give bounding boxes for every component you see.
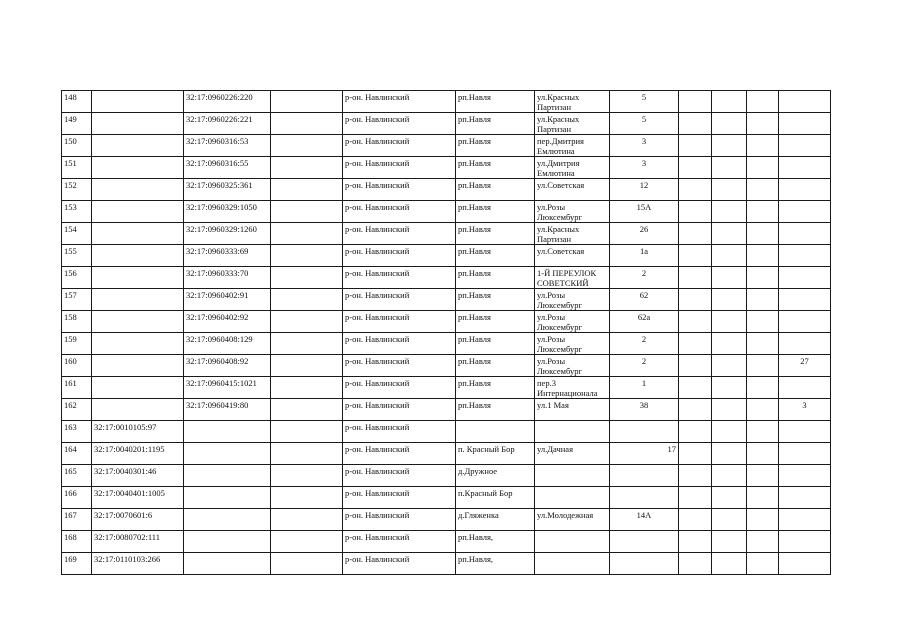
cell-extra-4 [779,113,831,135]
cell-extra-3 [747,311,779,333]
cell-row-number: 157 [62,289,92,311]
cell-street [535,465,610,487]
cell-cadastral-number-b: 32:17:0960408:129 [184,333,271,355]
table-row [62,113,831,135]
cell-street [535,531,610,553]
cell-empty [271,179,343,201]
cell-house-number [610,465,679,487]
cell-house-number: 2 [610,355,679,377]
cell-district: р-он. Навлинский [343,289,456,311]
cell-street: ул.Красных Партизан [535,223,610,245]
cell-settlement: рп.Навля [456,311,535,333]
table-row [62,421,831,443]
cell-row-number: 151 [62,157,92,179]
cell-extra-1 [679,465,712,487]
cell-district: р-он. Навлинский [343,157,456,179]
table-row [62,157,831,179]
cell-settlement: рп.Навля [456,245,535,267]
cell-house-number: 14А [610,509,679,531]
cell-house-number: 15А [610,201,679,223]
cell-empty [271,267,343,289]
cell-row-number: 168 [62,531,92,553]
cell-extra-3 [747,487,779,509]
cell-district: р-он. Навлинский [343,443,456,465]
cell-extra-2 [712,333,747,355]
cell-cadastral-number-a [92,223,184,245]
cell-house-number [610,553,679,575]
cell-row-number: 166 [62,487,92,509]
cell-cadastral-number-b [184,509,271,531]
cell-district: р-он. Навлинский [343,311,456,333]
cell-cadastral-number-a [92,201,184,223]
cell-extra-4 [779,201,831,223]
cell-settlement: рп.Навля, [456,553,535,575]
cell-street: ул.Розы Люксембург [535,289,610,311]
cell-extra-1 [679,333,712,355]
table-row [62,399,831,421]
cell-cadastral-number-a [92,135,184,157]
cell-cadastral-number-a [92,113,184,135]
cell-cadastral-number-a [92,267,184,289]
table-row [62,245,831,267]
cell-extra-3 [747,289,779,311]
registry-table [61,90,831,575]
cell-street: ул.Советская [535,245,610,267]
cell-settlement: рп.Навля [456,377,535,399]
cell-extra-4 [779,421,831,443]
cell-extra-2 [712,113,747,135]
cell-row-number: 149 [62,113,92,135]
cell-district: р-он. Навлинский [343,135,456,157]
cell-district: р-он. Навлинский [343,179,456,201]
cell-settlement: рп.Навля [456,135,535,157]
table-row [62,135,831,157]
cell-district: р-он. Навлинский [343,267,456,289]
cell-extra-3 [747,201,779,223]
cell-house-number [610,421,679,443]
cell-street: 1-Й ПЕРЕУЛОК СОВЕТСКИЙ [535,267,610,289]
cell-extra-4 [779,333,831,355]
cell-house-number: 12 [610,179,679,201]
cell-cadastral-number-a [92,377,184,399]
table-row [62,223,831,245]
cell-extra-3 [747,465,779,487]
cell-cadastral-number-a [92,245,184,267]
cell-house-number: 5 [610,91,679,113]
cell-house-number: 62а [610,311,679,333]
cell-extra-3 [747,267,779,289]
cell-empty [271,333,343,355]
cell-street [535,553,610,575]
cell-street: ул.Дачная [535,443,610,465]
cell-extra-2 [712,487,747,509]
cell-extra-3 [747,377,779,399]
cell-cadastral-number-b: 32:17:0960333:69 [184,245,271,267]
table-row [62,333,831,355]
cell-cadastral-number-b: 32:17:0960226:221 [184,113,271,135]
cell-row-number: 156 [62,267,92,289]
cell-street: ул.1 Мая [535,399,610,421]
cell-cadastral-number-a: 32:17:0040401:1005 [92,487,184,509]
cell-extra-3 [747,135,779,157]
cell-cadastral-number-a: 32:17:0110103:266 [92,553,184,575]
cell-empty [271,311,343,333]
cell-cadastral-number-a [92,179,184,201]
cell-extra-1 [679,245,712,267]
cell-extra-3 [747,553,779,575]
table-row [62,311,831,333]
cell-street: ул.Розы Люксембург [535,201,610,223]
cell-extra-1 [679,355,712,377]
cell-empty [271,289,343,311]
cell-district: р-он. Навлинский [343,421,456,443]
cell-row-number: 163 [62,421,92,443]
cell-empty [271,135,343,157]
cell-extra-3 [747,421,779,443]
cell-row-number: 150 [62,135,92,157]
cell-house-number: 3 [610,135,679,157]
cell-empty [271,553,343,575]
cell-extra-2 [712,201,747,223]
cell-cadastral-number-b [184,487,271,509]
cell-extra-4 [779,179,831,201]
cell-settlement: рп.Навля [456,267,535,289]
cell-cadastral-number-b [184,443,271,465]
cell-settlement: рп.Навля [456,355,535,377]
table-row [62,531,831,553]
cell-cadastral-number-a: 32:17:0010105:97 [92,421,184,443]
cell-extra-3 [747,245,779,267]
cell-district: р-он. Навлинский [343,509,456,531]
cell-settlement: рп.Навля [456,333,535,355]
cell-house-number: 1 [610,377,679,399]
cell-extra-2 [712,531,747,553]
cell-extra-1 [679,179,712,201]
cell-extra-4: 3 [779,399,831,421]
cell-extra-1 [679,201,712,223]
cell-cadastral-number-a: 32:17:0040201:1195 [92,443,184,465]
cell-house-number: 2 [610,267,679,289]
cell-cadastral-number-b: 32:17:0960415:1021 [184,377,271,399]
cell-extra-4 [779,289,831,311]
cell-empty [271,487,343,509]
cell-settlement: рп.Навля [456,223,535,245]
cell-cadastral-number-a: 32:17:0070601:6 [92,509,184,531]
cell-extra-2 [712,135,747,157]
cell-extra-3 [747,223,779,245]
cell-cadastral-number-a [92,311,184,333]
cell-extra-1 [679,289,712,311]
cell-row-number: 159 [62,333,92,355]
cell-extra-4 [779,487,831,509]
cell-empty [271,465,343,487]
cell-row-number: 164 [62,443,92,465]
cell-extra-2 [712,377,747,399]
cell-extra-1 [679,267,712,289]
cell-empty [271,113,343,135]
cell-row-number: 158 [62,311,92,333]
cell-district: р-он. Навлинский [343,201,456,223]
cell-cadastral-number-a [92,333,184,355]
cell-extra-3 [747,179,779,201]
cell-house-number: 62 [610,289,679,311]
cell-district: р-он. Навлинский [343,355,456,377]
cell-extra-1 [679,377,712,399]
cell-extra-1 [679,509,712,531]
cell-extra-3 [747,531,779,553]
cell-extra-1 [679,223,712,245]
table-row [62,355,831,377]
cell-empty [271,509,343,531]
cell-extra-2 [712,289,747,311]
cell-extra-2 [712,355,747,377]
cell-empty [271,421,343,443]
cell-cadastral-number-b: 32:17:0960408:92 [184,355,271,377]
cell-row-number: 167 [62,509,92,531]
table-row [62,509,831,531]
cell-settlement: д.Гляженка [456,509,535,531]
cell-district: р-он. Навлинский [343,465,456,487]
cell-cadastral-number-b [184,531,271,553]
cell-extra-3 [747,443,779,465]
cell-row-number: 160 [62,355,92,377]
cell-cadastral-number-b: 32:17:0960316:55 [184,157,271,179]
cell-extra-2 [712,311,747,333]
cell-row-number: 162 [62,399,92,421]
cell-extra-1 [679,113,712,135]
cell-street: ул.Розы Люксембург [535,311,610,333]
cell-district: р-он. Навлинский [343,531,456,553]
cell-empty [271,443,343,465]
cell-empty [271,201,343,223]
cell-settlement: п.Красный Бор [456,487,535,509]
cell-house-number: 38 [610,399,679,421]
cell-district: р-он. Навлинский [343,333,456,355]
cell-extra-4 [779,531,831,553]
cell-district: р-он. Навлинский [343,553,456,575]
cell-cadastral-number-a: 32:17:0080702:111 [92,531,184,553]
cell-extra-1 [679,399,712,421]
cell-extra-2 [712,509,747,531]
cell-house-number: 5 [610,113,679,135]
cell-settlement: рп.Навля [456,399,535,421]
cell-extra-2 [712,421,747,443]
cell-cadastral-number-b: 32:17:0960226:220 [184,91,271,113]
cell-cadastral-number-b [184,421,271,443]
cell-extra-1 [679,91,712,113]
cell-settlement: рп.Навля [456,201,535,223]
cell-cadastral-number-a [92,91,184,113]
cell-empty [271,223,343,245]
cell-extra-4 [779,465,831,487]
cell-house-number [610,531,679,553]
cell-extra-3 [747,91,779,113]
cell-street: ул.Красных Партизан [535,91,610,113]
cell-extra-4 [779,377,831,399]
cell-extra-4 [779,223,831,245]
cell-extra-4 [779,91,831,113]
table-row [62,443,831,465]
cell-street: пер.3 Интернационала [535,377,610,399]
cell-settlement: рп.Навля [456,179,535,201]
cell-cadastral-number-b [184,553,271,575]
cell-district: р-он. Навлинский [343,113,456,135]
cell-street: ул.Советская [535,179,610,201]
cell-cadastral-number-a [92,157,184,179]
cell-empty [271,377,343,399]
cell-extra-4: 27 [779,355,831,377]
cell-extra-2 [712,465,747,487]
cell-cadastral-number-b: 32:17:0960329:1260 [184,223,271,245]
cell-cadastral-number-b: 32:17:0960402:92 [184,311,271,333]
cell-extra-2 [712,443,747,465]
cell-cadastral-number-b [184,465,271,487]
cell-extra-3 [747,157,779,179]
cell-empty [271,531,343,553]
cell-extra-4 [779,267,831,289]
cell-extra-3 [747,355,779,377]
cell-street: ул.Красных Партизан [535,113,610,135]
cell-extra-1 [679,487,712,509]
cell-settlement: рп.Навля [456,289,535,311]
cell-extra-2 [712,553,747,575]
cell-extra-2 [712,91,747,113]
cell-street [535,487,610,509]
cell-extra-1 [679,157,712,179]
cell-settlement [456,421,535,443]
cell-extra-3 [747,333,779,355]
cell-cadastral-number-a: 32:17:0040301:46 [92,465,184,487]
cell-empty [271,355,343,377]
table-row [62,553,831,575]
cell-street: пер.Дмитрия Емлютина [535,135,610,157]
cell-street: ул.Молодежная [535,509,610,531]
cell-empty [271,91,343,113]
cell-house-number: 26 [610,223,679,245]
cell-extra-4 [779,443,831,465]
cell-settlement: рп.Навля [456,91,535,113]
cell-row-number: 154 [62,223,92,245]
cell-cadastral-number-b: 32:17:0960333:70 [184,267,271,289]
cell-extra-2 [712,157,747,179]
cell-cadastral-number-a [92,289,184,311]
table-row [62,267,831,289]
cell-house-number: 2 [610,333,679,355]
cell-extra-4 [779,509,831,531]
cell-extra-2 [712,245,747,267]
cell-extra-4 [779,135,831,157]
cell-cadastral-number-b: 32:17:0960325:361 [184,179,271,201]
cell-district: р-он. Навлинский [343,91,456,113]
cell-settlement: рп.Навля [456,157,535,179]
cell-empty [271,245,343,267]
table-row [62,377,831,399]
cell-row-number: 153 [62,201,92,223]
cell-house-number: 17 [610,443,679,465]
cell-extra-2 [712,267,747,289]
cell-cadastral-number-b: 32:17:0960316:53 [184,135,271,157]
cell-cadastral-number-b: 32:17:0960419:80 [184,399,271,421]
cell-extra-1 [679,443,712,465]
cell-cadastral-number-b: 32:17:0960402:91 [184,289,271,311]
cell-settlement: д.Дружное [456,465,535,487]
cell-street [535,421,610,443]
cell-settlement: рп.Навля [456,113,535,135]
cell-extra-3 [747,113,779,135]
cell-extra-1 [679,553,712,575]
cell-extra-2 [712,399,747,421]
cell-street: ул.Дмитрия Емлютина [535,157,610,179]
table-row [62,201,831,223]
cell-extra-1 [679,311,712,333]
cell-extra-2 [712,223,747,245]
cell-row-number: 161 [62,377,92,399]
cell-street: ул.Розы Люксембург [535,333,610,355]
registry-table-body [62,91,831,575]
cell-row-number: 155 [62,245,92,267]
cell-row-number: 165 [62,465,92,487]
cell-extra-3 [747,509,779,531]
table-row [62,91,831,113]
cell-settlement: рп.Навля, [456,531,535,553]
table-row [62,289,831,311]
cell-cadastral-number-a [92,355,184,377]
cell-row-number: 169 [62,553,92,575]
cell-extra-4 [779,553,831,575]
cell-house-number: 3 [610,157,679,179]
cell-cadastral-number-b: 32:17:0960329:1050 [184,201,271,223]
cell-extra-4 [779,311,831,333]
table-row [62,179,831,201]
cell-row-number: 152 [62,179,92,201]
cell-empty [271,399,343,421]
cell-district: р-он. Навлинский [343,399,456,421]
cell-extra-1 [679,531,712,553]
cell-extra-3 [747,399,779,421]
cell-district: р-он. Навлинский [343,487,456,509]
cell-district: р-он. Навлинский [343,245,456,267]
cell-district: р-он. Навлинский [343,223,456,245]
cell-extra-1 [679,135,712,157]
table-row [62,487,831,509]
cell-extra-4 [779,157,831,179]
cell-street: ул.Розы Люксембург [535,355,610,377]
cell-extra-4 [779,245,831,267]
cell-row-number: 148 [62,91,92,113]
table-row [62,465,831,487]
cell-district: р-он. Навлинский [343,377,456,399]
cell-house-number: 1а [610,245,679,267]
cell-house-number [610,487,679,509]
cell-cadastral-number-a [92,399,184,421]
cell-empty [271,157,343,179]
cell-extra-1 [679,421,712,443]
cell-settlement: п. Красный Бор [456,443,535,465]
cell-extra-2 [712,179,747,201]
